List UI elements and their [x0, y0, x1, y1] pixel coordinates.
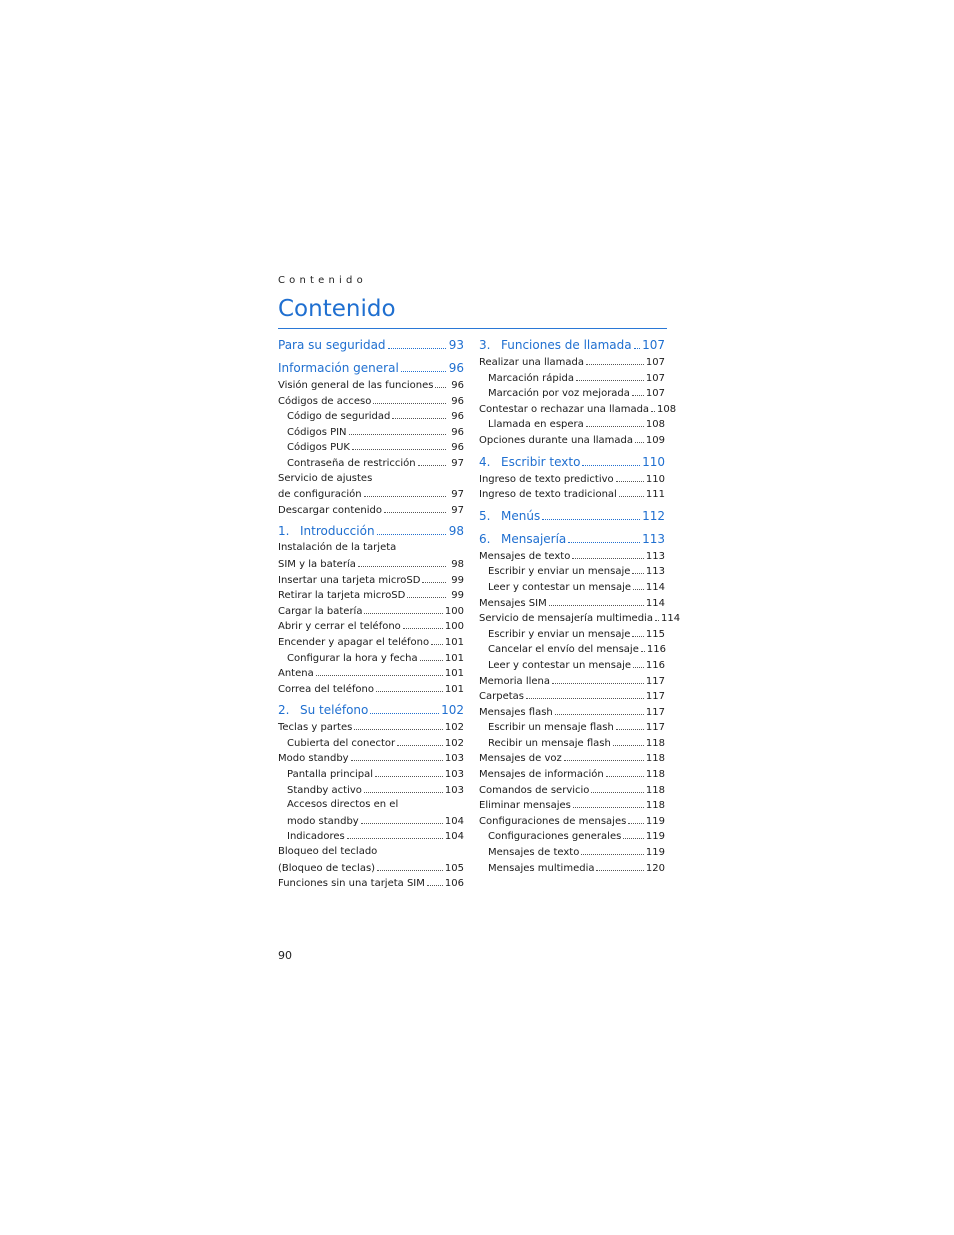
- toc-entry-label: Retirar la tarjeta microSD: [278, 590, 406, 602]
- toc-entry-page: 96: [451, 395, 464, 407]
- toc-section-link[interactable]: [479, 530, 665, 548]
- toc-entry-page: 106: [444, 878, 464, 890]
- toc-entry[interactable]: [278, 860, 464, 876]
- toc-entry[interactable]: [479, 704, 665, 720]
- toc-entry-page: 109: [645, 434, 665, 446]
- toc-entry-label: Comandos de servicio: [479, 784, 590, 796]
- toc-leader-dots: [358, 556, 446, 567]
- toc-entry[interactable]: [278, 603, 464, 619]
- toc-entry-page: 113: [645, 550, 665, 562]
- toc-entry[interactable]: [479, 416, 665, 432]
- toc-entry-page: 110: [645, 473, 665, 485]
- toc-entry-label: Memoria llena: [479, 675, 551, 687]
- toc-entry[interactable]: [479, 719, 665, 735]
- toc-entry-page: 108: [645, 419, 665, 431]
- toc-entry[interactable]: [278, 665, 464, 681]
- toc-entry-page: 99: [451, 574, 464, 586]
- toc-entry-page: 117: [645, 675, 665, 687]
- toc-section-page: 112: [642, 508, 665, 523]
- toc-entry-label: Opciones durante una llamada: [479, 434, 634, 446]
- toc-leader-dots: [542, 507, 640, 520]
- toc-section-link[interactable]: [278, 359, 464, 377]
- toc-leader-dots: [581, 844, 644, 855]
- toc-section-number: 6.: [479, 531, 491, 546]
- toc-entry[interactable]: [479, 548, 665, 564]
- toc-leader-dots: [555, 704, 644, 715]
- toc-leader-dots: [349, 424, 446, 435]
- toc-entry-line: Instalación de la tarjeta: [278, 542, 397, 554]
- toc-entry[interactable]: [479, 860, 665, 876]
- toc-leader-dots: [347, 828, 443, 839]
- toc-leader-dots: [632, 563, 644, 574]
- toc-entry-label: de configuración: [278, 489, 362, 501]
- toc-entry-label: Mensajes SIM: [479, 597, 547, 609]
- toc-entry-page: 114: [645, 597, 665, 609]
- toc-entry-label: Insertar una tarjeta microSD: [278, 574, 421, 586]
- toc-entry-label: Contestar o rechazar una llamada: [479, 403, 650, 415]
- page-number: 90: [278, 949, 292, 962]
- toc-leader-dots: [418, 455, 446, 466]
- toc-leader-dots: [397, 735, 443, 746]
- toc-entry[interactable]: [278, 828, 464, 844]
- toc-entry-page: 118: [645, 737, 665, 749]
- toc-leader-dots: [628, 813, 644, 824]
- toc-leader-dots: [431, 634, 443, 645]
- toc-entry[interactable]: [479, 735, 665, 751]
- toc-entry[interactable]: [479, 354, 665, 370]
- toc-entry-page: 107: [645, 388, 665, 400]
- toc-entry-label: SIM y la batería: [278, 558, 356, 570]
- toc-entry[interactable]: [278, 572, 464, 588]
- toc-entry-page: 113: [645, 566, 665, 578]
- toc-leader-dots: [316, 665, 443, 676]
- toc-entry-label: Encender y apagar el teléfono: [278, 636, 430, 648]
- toc-entry[interactable]: [479, 673, 665, 689]
- toc-entry-label: Descargar contenido: [278, 504, 382, 516]
- toc-entry[interactable]: [479, 750, 665, 766]
- toc-entry-page: 97: [451, 504, 464, 516]
- toc-entry-label: Mensajes de texto: [479, 550, 571, 562]
- toc-section-label: Para su seguridad: [278, 338, 386, 352]
- toc-entry-label: (Bloqueo de teclas): [278, 862, 376, 874]
- toc-entry-page: 103: [444, 769, 464, 781]
- toc-entry-page: 114: [645, 581, 665, 593]
- toc-entry-label: Teclas y partes: [278, 722, 353, 734]
- toc-leader-dots: [384, 502, 446, 513]
- toc-entry-page: 107: [645, 372, 665, 384]
- toc-entry-page: 120: [645, 862, 665, 874]
- toc-entry[interactable]: [479, 401, 677, 417]
- toc-section-link[interactable]: [479, 507, 665, 525]
- toc-entry[interactable]: [278, 556, 464, 572]
- toc-leader-dots: [552, 673, 644, 684]
- toc-leader-dots: [377, 522, 446, 535]
- toc-leader-dots: [568, 530, 640, 543]
- toc-entry[interactable]: [278, 782, 464, 798]
- toc-right-column: [479, 336, 681, 875]
- toc-entry[interactable]: [278, 455, 464, 471]
- toc-entry[interactable]: [278, 502, 464, 518]
- toc-section-link[interactable]: [479, 453, 665, 471]
- toc-entry[interactable]: [278, 681, 464, 697]
- toc-section-page: 93: [448, 338, 464, 352]
- toc-entry-line: Bloqueo del teclado: [278, 846, 378, 858]
- toc-entry-label: Ingreso de texto tradicional: [479, 489, 617, 501]
- toc-entry-page: 101: [444, 683, 464, 695]
- toc-entry-label: Realizar una llamada: [479, 357, 585, 368]
- toc-entry[interactable]: [479, 610, 681, 626]
- toc-entry[interactable]: [278, 377, 464, 393]
- toc-leader-dots: [576, 370, 644, 381]
- toc-entry-label: modo standby: [287, 815, 359, 827]
- toc-entry-label: Código de seguridad: [287, 411, 391, 423]
- toc-entry-page: 117: [645, 722, 665, 734]
- toc-leader-dots: [632, 626, 644, 637]
- toc-entry-page: 118: [645, 769, 665, 781]
- toc-entry-page: 104: [444, 831, 464, 843]
- toc-section-page: 113: [642, 531, 665, 546]
- toc-section-number: 5.: [479, 508, 491, 523]
- toc-entry[interactable]: [479, 563, 665, 579]
- toc-entry-label: Configuraciones de mensajes: [479, 815, 627, 827]
- toc-leader-dots: [364, 486, 446, 497]
- toc-entry[interactable]: [278, 486, 464, 502]
- toc-entry-label: Modo standby: [278, 753, 349, 765]
- toc-leader-dots: [582, 453, 640, 466]
- toc-entry[interactable]: [278, 439, 464, 455]
- toc-entry-page: 96: [451, 426, 464, 438]
- toc-leader-dots: [403, 618, 443, 629]
- toc-entry-page: 117: [645, 706, 665, 718]
- toc-leader-dots: [377, 860, 443, 871]
- toc-entry[interactable]: [278, 587, 464, 603]
- toc-entry-label: Antena: [278, 668, 314, 680]
- toc-leader-dots: [619, 486, 644, 497]
- toc-entry-label: Códigos PUK: [287, 442, 350, 454]
- toc-entry[interactable]: [278, 750, 464, 766]
- toc-leader-dots: [549, 595, 644, 606]
- toc-entry[interactable]: [278, 766, 464, 782]
- toc-entry-page: 108: [657, 403, 677, 415]
- toc-entry-label: Contraseña de restricción: [287, 457, 416, 469]
- toc-leader-dots: [370, 701, 439, 714]
- toc-entry[interactable]: [278, 875, 464, 891]
- toc-leader-dots: [435, 377, 446, 388]
- toc-section-number: 3.: [479, 338, 491, 352]
- toc-section-page: 102: [441, 703, 464, 718]
- toc-entry-label: Cancelar el envío del mensaje: [488, 644, 639, 656]
- toc-entry[interactable]: [479, 432, 665, 448]
- toc-leader-dots: [606, 766, 644, 777]
- toc-section-number: 1.: [278, 524, 290, 539]
- toc-section-label: Funciones de llamada: [501, 338, 632, 352]
- toc-entry[interactable]: [479, 844, 665, 860]
- toc-entry-label: Mensajes de texto: [488, 847, 580, 859]
- toc-leader-dots: [633, 657, 644, 668]
- toc-entry-label: Escribir y enviar un mensaje: [488, 628, 631, 640]
- toc-leader-dots: [376, 681, 443, 692]
- toc-leader-dots: [420, 650, 443, 661]
- toc-entry-page: 111: [645, 489, 665, 501]
- toc-entry-label: Carpetas: [479, 691, 524, 703]
- toc-entry[interactable]: [278, 650, 464, 666]
- toc-section-number: 4.: [479, 454, 491, 469]
- toc-entry-label: Marcación rápida: [488, 372, 575, 384]
- toc-section-label: Escribir texto: [501, 454, 581, 469]
- toc-entry-page: 103: [444, 784, 464, 796]
- toc-leader-dots: [427, 875, 443, 886]
- toc-section-page: 107: [642, 338, 665, 352]
- toc-entry[interactable]: [278, 634, 464, 650]
- toc-entry-page: 101: [444, 636, 464, 648]
- toc-entry[interactable]: [278, 424, 464, 440]
- toc-entry-page: 118: [645, 800, 665, 812]
- toc-leader-dots: [526, 688, 644, 699]
- toc-entry-page: 117: [645, 691, 665, 703]
- toc-leader-dots: [373, 393, 446, 404]
- toc-entry-label: Abrir y cerrar el teléfono: [278, 621, 401, 633]
- toc-leader-dots: [596, 860, 643, 871]
- toc-leader-dots: [352, 439, 446, 450]
- toc-entry-page: 96: [451, 380, 464, 391]
- toc-leader-dots: [573, 797, 644, 808]
- toc-section-label: Información general: [278, 361, 399, 375]
- toc-entry[interactable]: [479, 486, 665, 502]
- toc-leader-dots: [354, 719, 443, 730]
- toc-entry-label: Leer y contestar un mensaje: [488, 581, 632, 593]
- toc-entry[interactable]: [479, 766, 665, 782]
- toc-leader-dots: [364, 603, 442, 614]
- toc-entry[interactable]: [479, 813, 665, 829]
- toc-entry-label: Indicadores: [287, 831, 345, 843]
- toc-leader-dots: [586, 354, 644, 365]
- toc-entry-page: 118: [645, 784, 665, 796]
- toc-entry-page: 101: [444, 668, 464, 680]
- toc-entry-label: Cargar la batería: [278, 605, 363, 617]
- toc-leader-dots: [634, 336, 640, 349]
- toc-entry[interactable]: [479, 828, 665, 844]
- toc-entry-label: Códigos de acceso: [278, 395, 372, 407]
- toc-entry-page: 97: [451, 489, 464, 501]
- toc-entry[interactable]: [479, 782, 665, 798]
- toc-leader-dots: [392, 408, 446, 419]
- toc-leader-dots: [361, 813, 443, 824]
- toc-entry[interactable]: [479, 797, 665, 813]
- toc-leader-dots: [388, 336, 446, 349]
- toc-entry-label: Mensajes de voz: [479, 753, 562, 765]
- toc-entry[interactable]: [479, 626, 665, 642]
- toc-leader-dots: [422, 572, 446, 583]
- toc-entry-page: 102: [444, 722, 464, 734]
- toc-leader-dots: [407, 587, 446, 598]
- toc-entry-page: 98: [451, 558, 464, 570]
- toc-entry[interactable]: [479, 595, 665, 611]
- toc-entry-page: 118: [645, 753, 665, 765]
- toc-leader-dots: [351, 750, 443, 761]
- toc-leader-dots: [623, 828, 644, 839]
- toc-entry[interactable]: [278, 618, 464, 634]
- toc-entry-page: 119: [645, 815, 665, 827]
- toc-section-label: Su teléfono: [300, 703, 369, 718]
- running-head: Contenido: [278, 275, 367, 286]
- page-title: Contenido: [278, 296, 396, 322]
- toc-entry-page: 104: [444, 815, 464, 827]
- toc-entry-label: Standby activo: [287, 784, 362, 796]
- toc-leader-dots: [613, 735, 644, 746]
- toc-entry-page: 100: [444, 621, 464, 633]
- toc-entry-label: Servicio de mensajería multimedia: [479, 613, 653, 625]
- toc-entry[interactable]: [479, 688, 665, 704]
- toc-leader-dots: [572, 548, 644, 559]
- toc-entry[interactable]: [479, 579, 665, 595]
- toc-entry-page: 116: [645, 659, 665, 671]
- toc-entry-page: 119: [645, 831, 665, 843]
- toc-entry-label: Recibir un mensaje flash: [488, 737, 611, 749]
- toc-entry-line: Servicio de ajustes: [278, 472, 373, 484]
- toc-leader-dots: [655, 610, 659, 621]
- toc-entry-label: Llamada en espera: [488, 419, 584, 431]
- toc-entry-page: 102: [444, 737, 464, 749]
- toc-section-label: Mensajería: [501, 531, 567, 546]
- toc-section-page: 98: [448, 524, 464, 539]
- toc-entry-page: 96: [451, 442, 464, 454]
- toc-entry[interactable]: [278, 735, 464, 751]
- toc-section-label: Introducción: [300, 524, 375, 539]
- toc-entry[interactable]: [479, 385, 665, 401]
- toc-entry-page: 103: [444, 753, 464, 765]
- toc-section-link[interactable]: [278, 701, 464, 719]
- toc-section-link[interactable]: [479, 336, 665, 354]
- toc-entry-label: Eliminar mensajes: [479, 800, 571, 812]
- toc-entry-page: 119: [645, 847, 665, 859]
- toc-entry-label: Correa del teléfono: [278, 683, 374, 695]
- toc-entry[interactable]: [479, 657, 665, 673]
- toc-entry[interactable]: [278, 408, 464, 424]
- title-rule: [278, 328, 667, 329]
- toc-leader-dots: [641, 641, 645, 652]
- toc-leader-dots: [586, 416, 644, 427]
- toc-entry-label: Mensajes flash: [479, 706, 553, 718]
- toc-entry-page: 115: [645, 628, 665, 640]
- toc-entry-page: 97: [451, 457, 464, 469]
- toc-entry-page: 107: [645, 357, 665, 368]
- toc-entry-page: 114: [660, 613, 681, 625]
- toc-entry[interactable]: [278, 719, 464, 735]
- toc-entry-label: Marcación por voz mejorada: [488, 388, 630, 400]
- toc-entry-label: Pantalla principal: [287, 769, 374, 781]
- toc-leader-dots: [616, 719, 644, 730]
- toc-section-page: 96: [448, 361, 464, 375]
- toc-leader-dots: [635, 432, 644, 443]
- toc-entry-label: Escribir y enviar un mensaje: [488, 566, 631, 578]
- toc-entry-page: 99: [451, 590, 464, 602]
- toc-entry-page: 105: [444, 862, 464, 874]
- toc-entry-label: Configuraciones generales: [488, 831, 622, 843]
- toc-entry-label: Configurar la hora y fecha: [287, 652, 418, 664]
- toc-leader-dots: [651, 401, 655, 412]
- toc-entry-label: Funciones sin una tarjeta SIM: [278, 878, 425, 890]
- toc-leader-dots: [616, 471, 644, 482]
- toc-entry-page: 116: [646, 644, 666, 656]
- toc-entry-line: Accesos directos en el: [287, 799, 399, 811]
- toc-left-column: [278, 336, 464, 891]
- toc-entry-label: Códigos PIN: [287, 426, 347, 438]
- toc-leader-dots: [375, 766, 443, 777]
- toc-leader-dots: [564, 750, 644, 761]
- toc-leader-dots: [401, 359, 446, 372]
- toc-entry-label: Escribir un mensaje flash: [488, 722, 614, 734]
- toc-section-page: 110: [642, 454, 665, 469]
- toc-section-label: Menús: [501, 508, 541, 523]
- toc-section-link[interactable]: [278, 522, 464, 540]
- toc-entry[interactable]: [278, 813, 464, 829]
- toc-leader-dots: [591, 782, 644, 793]
- toc-entry-label: Mensajes multimedia: [488, 862, 595, 874]
- toc-leader-dots: [632, 385, 644, 396]
- toc-entry-page: 101: [444, 652, 464, 664]
- toc-entry-page: 100: [444, 605, 464, 617]
- toc-section-number: 2.: [278, 703, 290, 718]
- toc-entry-label: Mensajes de información: [479, 769, 604, 781]
- toc-leader-dots: [364, 782, 443, 793]
- toc-entry-label: Ingreso de texto predictivo: [479, 473, 614, 485]
- toc-entry-label: Cubierta del conector: [287, 737, 396, 749]
- toc-section-link[interactable]: [278, 336, 464, 354]
- toc-entry-label: Leer y contestar un mensaje: [488, 659, 632, 671]
- toc-leader-dots: [633, 579, 644, 590]
- toc-entry[interactable]: [278, 393, 464, 409]
- toc-entry-page: 96: [451, 411, 464, 423]
- toc-entry-label: Visión general de las funciones: [278, 380, 434, 391]
- toc-entry[interactable]: [479, 370, 665, 386]
- toc-entry[interactable]: [479, 641, 665, 657]
- toc-entry[interactable]: [479, 471, 665, 487]
